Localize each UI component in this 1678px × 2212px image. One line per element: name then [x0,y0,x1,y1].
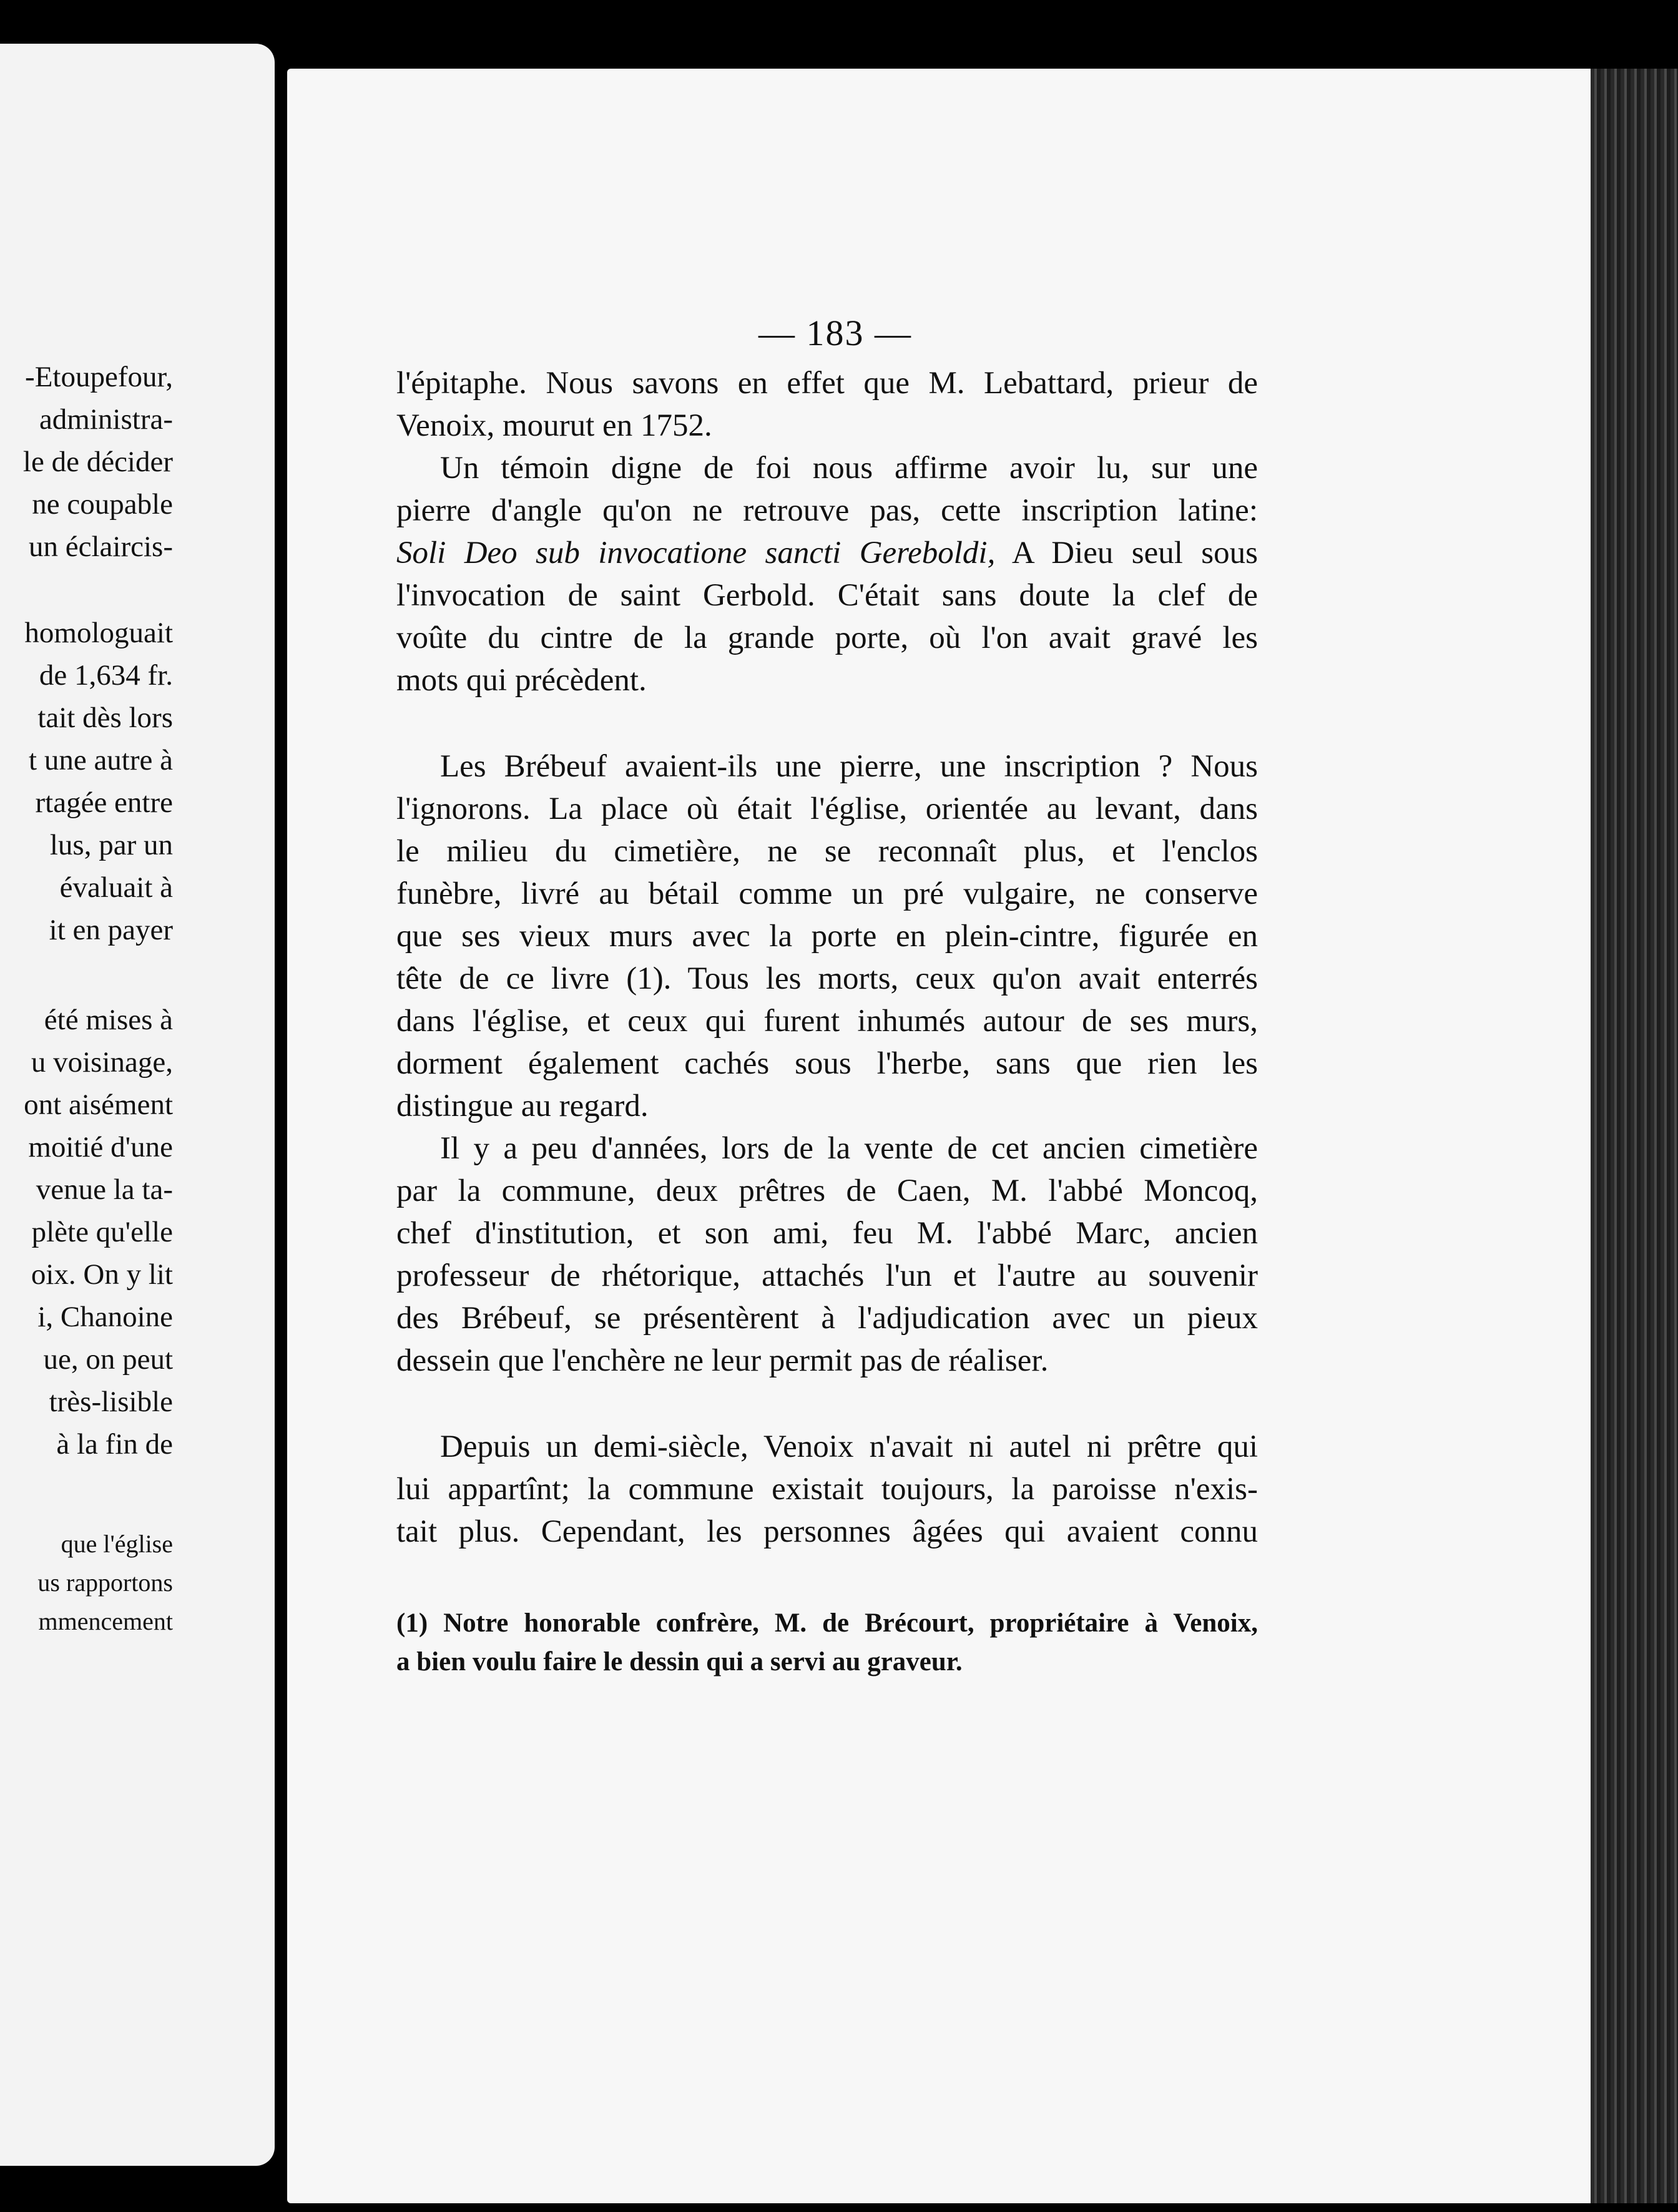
facing-line: us rapportons [37,1568,173,1597]
text-line: chef d'institution, et son ami, feu M. l'abbé Marc, ancien [396,1216,1258,1251]
facing-line: lus, par un [49,829,173,861]
facing-page [0,44,275,2166]
text-line: dorment également cachés sous l'herbe, sans que rien les [396,1046,1258,1081]
text-line: Venoix, mourut en 1752. [396,408,712,443]
text-line: tait plus. Cependant, les personnes âgées qui avaient connu [396,1514,1258,1549]
facing-line: ne coupable [32,488,173,521]
facing-line: très-lisible [49,1386,173,1418]
text-line: des Brébeuf, se présentèrent à l'adjudication avec un pieux [396,1301,1258,1336]
text-line: Les Brébeuf avaient-ils une pierre, une inscription ? Nous [440,749,1258,784]
facing-line: venue la ta- [36,1173,173,1206]
footnote [396,1604,1258,1681]
facing-line: mmencement [38,1607,173,1635]
facing-line: à la fin de [56,1428,173,1461]
text-line [396,532,1258,574]
text-line: Depuis un demi-siècle, Venoix n'avait ni autel ni prêtre qui [440,1429,1258,1464]
text-line: l'ignorons. La place où était l'église, orientée au levant, dans [396,791,1258,826]
text-line: que ses vieux murs avec la porte en plein-cintre, figurée en [396,919,1258,954]
facing-line: été mises à [44,1004,173,1036]
facing-line: ue, on peut [43,1343,173,1376]
body-text [396,362,1258,1553]
facing-line: moitié d'une [28,1131,173,1163]
page-number: — 183 — [758,313,912,353]
facing-line: ont aisément [24,1089,173,1121]
text-line: dans l'église, et ceux qui furent inhumés autour de ses murs, [396,1004,1258,1039]
facing-line: homologuait [24,617,173,649]
paragraph-4 [396,1127,1258,1382]
text-line: pierre d'angle qu'on ne retrouve pas, cette inscription latine: [396,493,1258,528]
text-line: mots qui précèdent. [396,663,647,698]
footnote-line: a bien voulu faire le dessin qui a servi au graveur. [396,1647,963,1676]
facing-line: u voisinage, [31,1046,173,1079]
facing-line: -Etoupefour, [25,361,173,393]
footnote-line: (1) Notre honorable confrère, M. de Brécourt, propriétaire à Venoix, [396,1608,1258,1638]
facing-line: que l'église [61,1530,173,1558]
facing-line: évaluait à [59,871,173,904]
facing-line: oix. On y lit [31,1258,173,1291]
text-line: l'épitaphe. Nous savons en effet que M. Lebattard, prieur de [396,366,1258,401]
paragraph-2 [396,447,1258,702]
page-edge-stack [1591,69,1678,2203]
text-line: distingue au regard. [396,1089,649,1123]
text-line: lui appartînt; la commune existait toujours, la paroisse n'exis- [396,1472,1258,1507]
facing-line: un éclaircis- [29,531,173,563]
text-line: l'invocation de saint Gerbold. C'était sans doute la clef de [396,578,1258,613]
text-line: Un témoin digne de foi nous affirme avoir lu, sur une [440,451,1258,486]
paragraph-3 [396,745,1258,1127]
text-line: funèbre, livré au bétail comme un pré vulgaire, ne conserve [396,876,1258,911]
facing-line: it en payer [49,914,173,946]
paragraph-5 [396,1426,1258,1553]
facing-line: i, Chanoine [37,1301,173,1333]
facing-line: de 1,634 fr. [39,659,173,692]
paragraph-1 [396,362,1258,447]
text-line: par la commune, deux prêtres de Caen, M. l'abbé Moncoq, [396,1173,1258,1208]
latin-inscription: Soli Deo sub invocatione sancti Gereboldi, [396,536,996,570]
text-line: Il y a peu d'années, lors de la vente de cet ancien cimetière [440,1131,1258,1166]
text-line: voûte du cintre de la grande porte, où l'on avait gravé les [396,620,1258,655]
facing-line: plète qu'elle [31,1216,173,1248]
facing-line: le de décider [22,446,173,478]
facing-line: t une autre à [29,744,173,776]
text-line: dessein que l'enchère ne leur permit pas de réaliser. [396,1343,1049,1378]
facing-line: tait dès lors [37,702,173,734]
text-line: le milieu du cimetière, ne se reconnaît plus, et l'enclos [396,834,1258,869]
inscription-translation: A Dieu seul sous [995,536,1258,570]
facing-line: administra- [39,403,173,436]
facing-line: rtagée entre [35,786,173,819]
text-line: professeur de rhétorique, attachés l'un et l'autre au souvenir [396,1258,1258,1293]
text-line: tête de ce livre (1). Tous les morts, ceux qu'on avait enterrés [396,961,1258,996]
